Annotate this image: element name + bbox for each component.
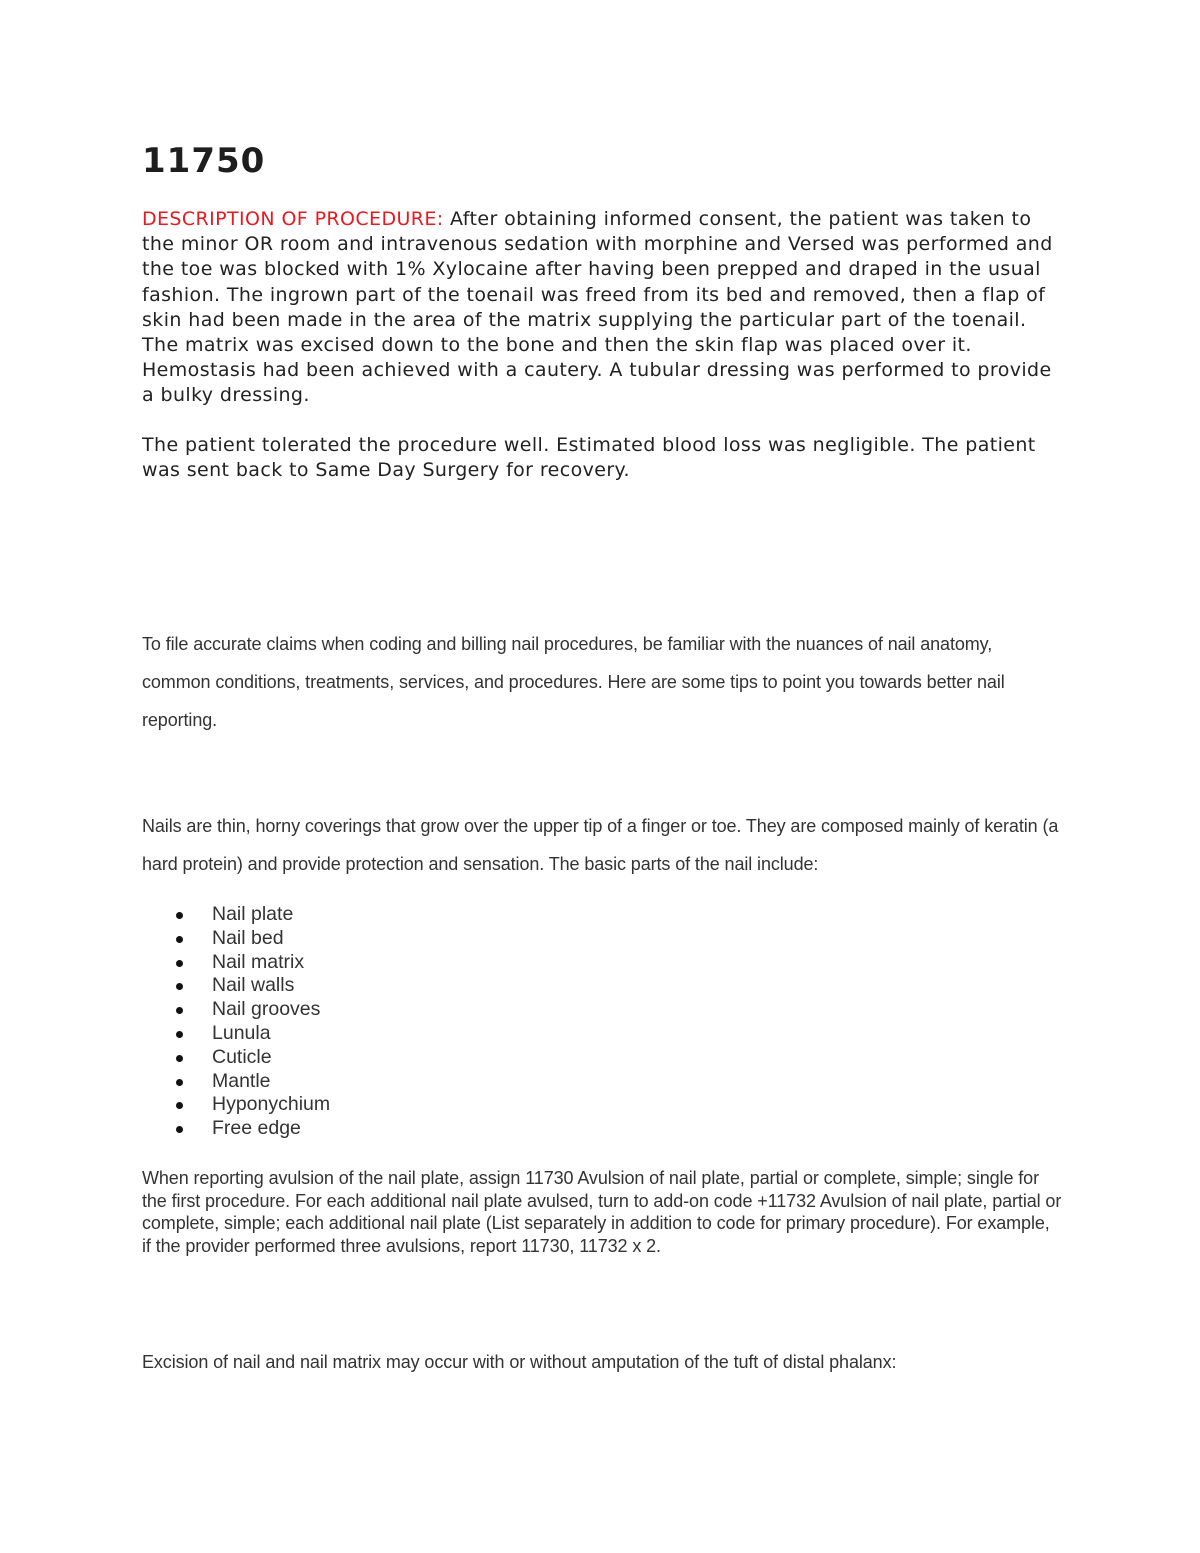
list-item [142,1022,330,1046]
bullet-icon [176,983,183,990]
list-item-label: Nail bed [212,926,284,949]
list-item-label: Free edge [212,1117,301,1140]
bullet-icon [176,936,183,943]
bullet-icon [176,1126,183,1133]
list-item-label: Nail walls [212,974,295,997]
list-item-label: Nail grooves [212,998,321,1021]
bullet-icon [176,1079,183,1086]
nail-parts-list [142,903,330,1141]
procedure-label: DESCRIPTION OF PROCEDURE: [142,208,444,230]
bullet-icon [176,1007,183,1014]
list-item [142,1046,330,1070]
procedure-text: After obtaining informed consent, the patient was taken to the minor OR room and intravenous sedation with morphine and Versed was performed and the toe was blocked with 1% Xylocaine after having been prepped and draped in the usual fashion. The ingrown part of the toenail was freed from its bed and removed, then a flap of skin had been made in the area of the matrix supplying the particular part of the toenail. The matrix was excised down to the bone and then the skin flap was placed over it. Hemostasis had been achieved with a cautery. A tubular dressing was performed to provide a bulky dressing. [142,208,1053,407]
excision-paragraph: Excision of nail and nail matrix may occur with or without amputation of the tuft of distal phalanx: [142,1352,897,1372]
list-item [142,1117,330,1141]
list-item [142,974,330,998]
avulsion-paragraph: When reporting avulsion of the nail plate, assign 11730 Avulsion of nail plate, partial or complete, simple; single for the first procedure. For each additional nail plate avulsed, turn to add-on code +11732 Avulsion of nail plate, partial or complete, simple; each additional nail plate (List separately in addition to code for primary procedure). For example, if the provider performed three avulsions, report 11730, 11732 x 2. [142,1168,1062,1256]
list-item [142,1093,330,1117]
list-item [142,1070,330,1094]
code-heading: 11750 [142,141,266,181]
list-item-label: Cuticle [212,1045,272,1068]
list-item [142,927,330,951]
anatomy-paragraph: Nails are thin, horny coverings that grow over the upper tip of a finger or toe. They are composed mainly of keratin (a hard protein) and provide protection and sensation. The basic parts of the nail include: [142,816,1059,874]
list-item [142,998,330,1022]
bullet-icon [176,960,183,967]
list-item-label: Nail matrix [212,950,305,973]
bullet-icon [176,1055,183,1062]
bullet-icon [176,912,183,919]
list-item-label: Lunula [212,1021,271,1044]
list-item [142,951,330,975]
bullet-icon [176,1102,183,1109]
list-item-label: Nail plate [212,903,294,925]
bullet-icon [176,1031,183,1038]
procedure-description [142,207,1062,409]
list-item-label: Mantle [212,1069,271,1092]
list-item [142,903,330,927]
list-item-label: Hyponychium [212,1093,331,1116]
tolerated-paragraph: The patient tolerated the procedure well. Estimated blood loss was negligible. The patient was sent back to Same Day Surgery for recovery. [142,434,1036,482]
intro-paragraph: To file accurate claims when coding and billing nail procedures, be familiar with the nuances of nail anatomy, common conditions, treatments, services, and procedures. Here are some tips to point you towards better nail reporting. [142,634,1005,730]
